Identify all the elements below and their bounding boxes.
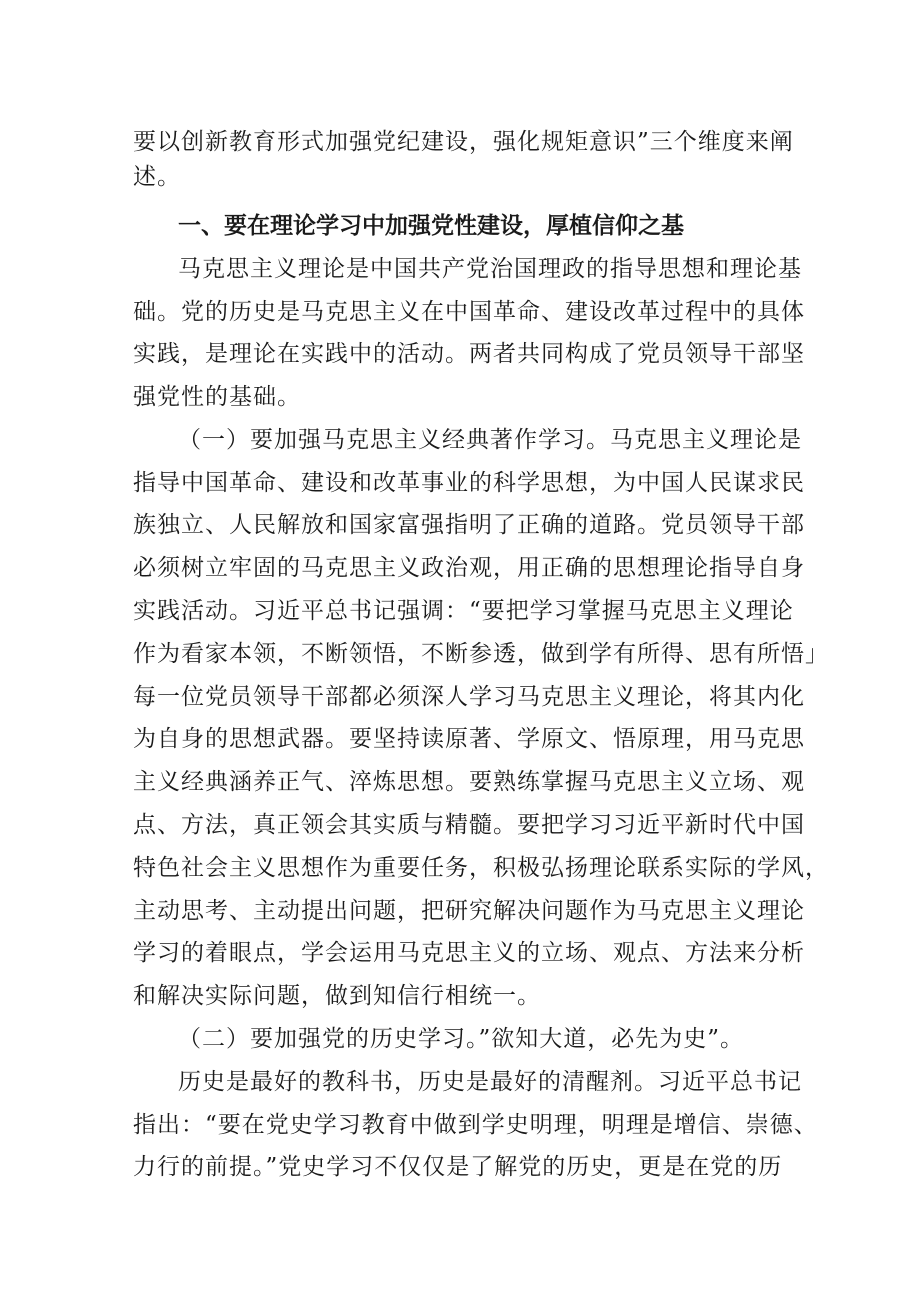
paragraph-4-line-1: 历史是最好的教科书，历史是最好的清醒剂。习近平总书记: [178, 1069, 802, 1095]
paragraph-1-line-1: 马克思主义理论是中国共产党治国理政的指导思想和理论基: [178, 256, 802, 282]
paragraph-2-line-14: 和解决实际问题，做到知信行相统一。: [133, 983, 541, 1009]
paragraph-2-line-4: 必须树立牢固的马克思主义政治观，用正确的思想理论指导自身: [133, 555, 805, 581]
paragraph-2-line-3: 族独立、人民解放和国家富强指明了正确的道路。党员领导干部: [133, 512, 805, 538]
paragraph-2-line-7: 每一位党员领导干部都必须深人学习马克思主义理论，将其内化: [133, 684, 805, 710]
paragraph-2-line-6: 作为看家本领，不断领悟，不断参透，做到学有所得、思有所悟」: [133, 641, 829, 667]
paragraph-1-line-3: 实践，是理论在实践中的活动。两者共同构成了党员领导干部坚: [133, 341, 805, 367]
paragraph-2-line-5: 实践活动。习近平总书记强调：“要把学习掌握马克思主义理论: [133, 598, 794, 624]
paragraph-2-line-8: 为自身的思想武器。要坚持读原著、学原文、悟原理，用马克思: [133, 726, 805, 752]
paragraph-2-line-13: 学习的着眼点，学会运用马克思主义的立场、观点、方法来分析: [133, 940, 805, 966]
paragraph-4-line-2: 指出：“要在党史学习教育中做到学史明理，明理是增信、崇德、: [133, 1112, 818, 1138]
paragraph-1-line-4: 强党性的基础。: [133, 384, 301, 410]
paragraph-4-line-3: 力行的前提。”党史学习不仅仅是了解党的历史，更是在党的历: [133, 1154, 783, 1180]
paragraph-2-line-2: 指导中国革命、建设和改革事业的科学思想，为中国人民谋求民: [133, 470, 805, 496]
section-heading: 一、要在理论学习中加强党性建设，厚植信仰之基: [178, 213, 684, 239]
paragraph-2-line-9: 主义经典涵养正气、淬炼思想。要熟练掌握马克思主义立场、观: [133, 769, 805, 795]
paragraph-3-line-1: （二）要加强党的历史学习。”欲知大道，必先为史”。: [178, 1026, 745, 1052]
paragraph-2-line-12: 主动思考、主动提出问题，把研究解决问题作为马克思主义理论: [133, 898, 805, 924]
paragraph-1-line-2: 础。党的历史是马克思主义在中国革命、建设改革过程中的具体: [133, 299, 805, 325]
paragraph-2-line-10: 点、方法，真正领会其实质与精髓。要把学习习近平新时代中国: [133, 812, 805, 838]
intro-line-2: 述。: [133, 164, 181, 190]
paragraph-2-line-1: （一）要加强马克思主义经典著作学习。马克思主义理论是: [178, 427, 802, 453]
intro-line-1: 要以创新教育形式加强党纪建设，强化规矩意识”三个维度来阐: [133, 129, 794, 155]
paragraph-2-line-11: 特色社会主义思想作为重要任务，积极弘扬理论联系实际的学风，: [133, 855, 829, 881]
